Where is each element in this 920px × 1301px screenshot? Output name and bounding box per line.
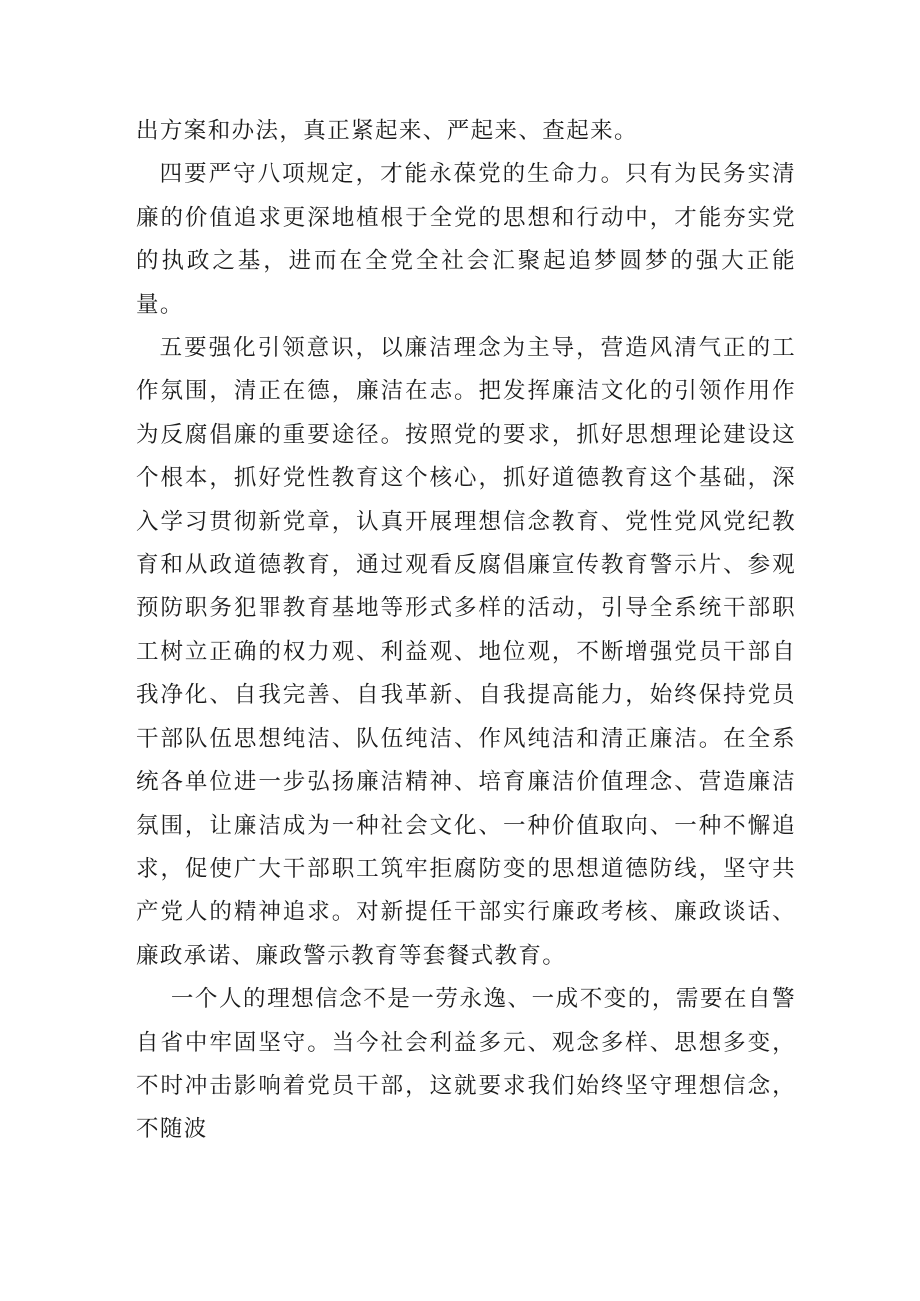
paragraph-ideals: 一个人的理想信念不是一劳永逸、一成不变的，需要在自警自省中牢固坚守。当今社会利益多元、观念多样、思想多变，不时冲击影响着党员干部，这就要求我们始终坚守理想信念，不随波: [136, 986, 796, 1143]
paragraph-point-four: 四要严守八项规定，才能永葆党的生命力。只有为民务实清廉的价值追求更深地植根于全党的思想和行动中，才能夯实党的执政之基，进而在全党全社会汇聚起追梦圆梦的强大正能量。: [136, 161, 796, 318]
document-body: [136, 110, 796, 1152]
paragraph-point-five: 五要强化引领意识，以廉洁理念为主导，营造风清气正的工作氛围，清正在德，廉洁在志。把发挥廉洁文化的引领作用作为反腐倡廉的重要途径。按照党的要求，抓好思想理论建设这个根本，抓好党性教育这个核心，抓好道德教育这个基础，深入学习贯彻新党章，认真开展理想信念教育、党性党风党纪教育和从政道德教育，通过观看反腐倡廉宣传教育警示片、参观预防职务犯罪教育基地等形式多样的活动，引导全系统干部职工树立正确的权力观、利益观、地位观，不断增强党员干部自我净化、自我完善、自我革新、自我提高能力，始终保持党员干部队伍思想纯洁、队伍纯洁、作风纯洁和清正廉洁。在全系统各单位进一步弘扬廉洁精神、培育廉洁价值理念、营造廉洁氛围，让廉洁成为一种社会文化、一种价值取向、一种不懈追求，促使广大干部职工筑牢拒腐防变的思想道德防线，坚守共产党人的精神追求。对新提任干部实行廉政考核、廉政谈话、廉政承诺、廉政警示教育等套餐式教育。: [136, 335, 796, 969]
paragraph-continuation: 出方案和办法，真正紧起来、严起来、查起来。: [136, 118, 638, 144]
